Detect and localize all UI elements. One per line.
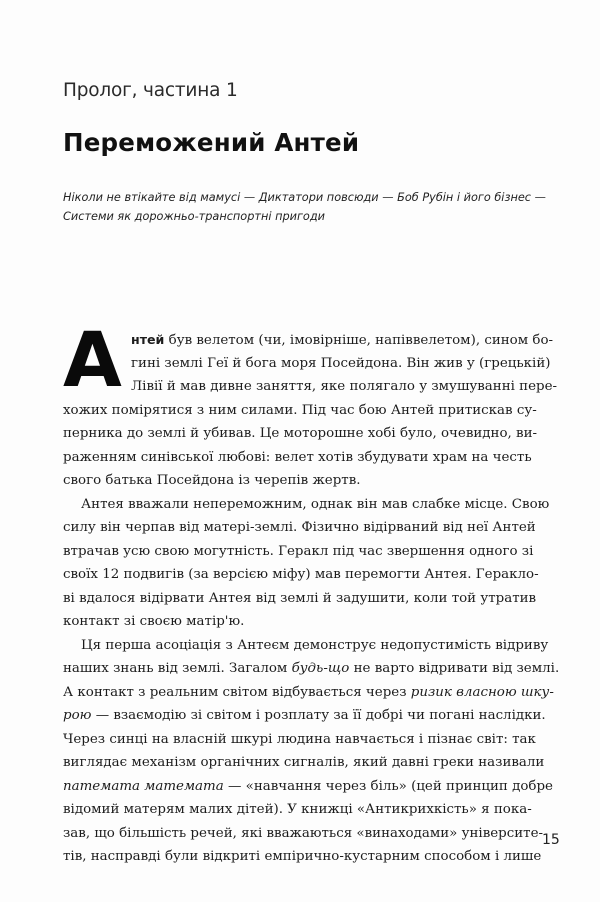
text-line: силу він черпав від матері-землі. Фізично відірваний від неї Антей <box>63 520 536 535</box>
text-line: контакт зі своєю матір'ю. <box>63 614 245 629</box>
text-line: Антея вважали непереможним, однак він мав слабке місце. Свою <box>81 496 550 512</box>
text-line: Ця перша асоціація з Антеєм демонструє недопустимість відриву <box>81 637 549 653</box>
text-line: перника до землі й убивав. Це моторошне хобі було, очевидно, ви- <box>63 426 538 441</box>
text-line: зав, що більшість речей, які вважаються «винаходами» університе- <box>63 825 544 841</box>
text-line: Через синці на власній шкурі людина навчається і пізнає світ: так <box>63 731 536 747</box>
lead-bold-word: нтей <box>131 332 165 347</box>
page-number: 15 <box>542 832 560 848</box>
text-line: раженням синівської любові: велет хотів збудувати храм на честь <box>63 449 532 465</box>
text-line: наших знань від землі. Загалом будь-що не варто відривати від землі. <box>63 661 560 676</box>
text-line: своїх 12 подвигів (за версією міфу) мав перемогти Антея. Гераклo- <box>63 567 539 582</box>
text-line: виглядає механізм органічних сигналів, який давні греки називали <box>63 755 545 770</box>
text-line: хожих помірятися з ним силами. Під час бою Антей притискав су- <box>63 402 537 418</box>
text-line: А контакт з реальним світом відбувається через ризик власною шку- <box>63 684 554 700</box>
chapter-title: Переможений Антей <box>63 128 360 157</box>
text-line: патемата математа — «навчання через біль» (цей принцип добре <box>63 778 553 794</box>
part-label: Пролог, частина 1 <box>63 80 238 101</box>
text-line: втрачав усю свою могутність. Геракл під час звершення одного зі <box>63 543 534 559</box>
text-line: свого батька Посейдона із черепів жертв. <box>63 473 361 488</box>
epigraph-line: Системи як дорожньо-транспортні пригоди <box>63 210 325 223</box>
text-line: рою — взаємодію зі світом і розплату за її добрі чи погані наслідки. <box>63 708 546 723</box>
text-line: Лівії й мав дивне заняття, яке полягало у змушуванні пере- <box>131 379 558 394</box>
text-line: відомий матерям малих дітей). У книжці «Антикрихкість» я пока- <box>63 802 532 817</box>
text-line: ві вдалося відірвати Антея від землі й задушити, коли той утратив <box>63 590 537 606</box>
chapter-epigraph <box>63 188 546 226</box>
text-line: гині землі Геї й бога моря Посейдона. Він жив у (грецькій) <box>131 355 551 371</box>
drop-cap: А <box>63 315 122 404</box>
epigraph-line: Ніколи не втікайте від мамусі — Диктатори повсюди — Боб Рубін і його бізнес — <box>63 191 546 204</box>
text-line: тів, насправді були відкриті емпірично-кустарним способом і лише <box>63 849 542 864</box>
text-line: нтей був велетом (чи, імовірніше, напіввелетом), сином бо- <box>131 332 554 348</box>
